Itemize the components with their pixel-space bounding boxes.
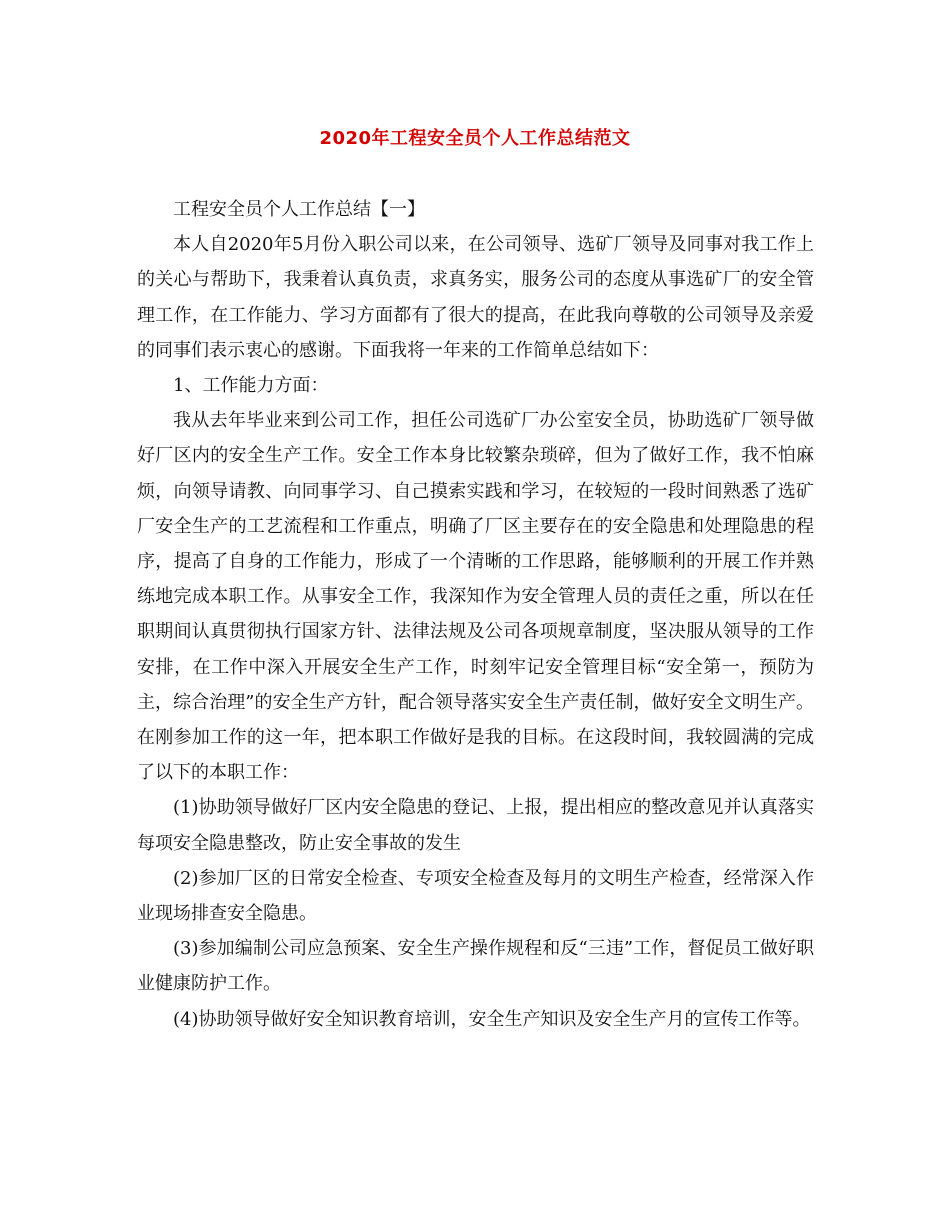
list-item: (4)协助领导做好安全知识教育培训，安全生产知识及安全生产月的宣传工作等。 xyxy=(173,1008,811,1030)
document-body xyxy=(137,192,814,1037)
subsection-heading: 1、工作能力方面： xyxy=(173,375,329,397)
list-item: (3)参加编制公司应急预案、安全生产操作规程和反“三违”工作，督促员工做好职业健康防护工作。 xyxy=(137,938,814,995)
intro-paragraph: 本人自2020年5月份入职公司以来，在公司领导、选矿厂领导及同事对我工作上的关心与帮助下，我秉着认真负责，求真务实，服务公司的态度从事选矿厂的安全管理工作，在工作能力、学习方面都有了很大的提高，在此我向尊敬的公司领导及亲爱的同事们表示衷心的感谢。下面我将一年来的工作简单总结如下： xyxy=(137,234,814,361)
document-title: 2020年工程安全员个人工作总结范文 xyxy=(319,128,631,149)
list-item: (1)协助领导做好厂区内安全隐患的登记、上报，提出相应的整改意见并认真落实每项安全隐患整改，防止安全事故的发生 xyxy=(137,797,814,854)
work-ability-paragraph: 我从去年毕业来到公司工作，担任公司选矿厂办公室安全员，协助选矿厂领导做好厂区内的安全生产工作。安全工作本身比较繁杂琐碎，但为了做好工作，我不怕麻烦，向领导请教、向同事学习、自己摸索实践和学习，在较短的一段时间熟悉了选矿厂安全生产的工艺流程和工作重点，明确了厂区主要存在的安全隐患和处理隐患的程序，提高了自身的工作能力，形成了一个清晰的工作思路，能够顺利的开展工作并熟练地完成本职工作。从事安全工作，我深知作为安全管理人员的责任之重，所以在任职期间认真贯彻执行国家方针、法律法规及公司各项规章制度，坚决服从领导的工作安排，在工作中深入开展安全生产工作，时刻牢记安全管理目标“安全第一，预防为主，综合治理”的安全生产方针，配合领导落实安全生产责任制，做好安全文明生产。在刚参加工作的这一年，把本职工作做好是我的目标。在这段时间，我较圆满的完成了以下的本职工作： xyxy=(137,410,814,784)
list-item: (2)参加厂区的日常安全检查、专项安全检查及每月的文明生产检查，经常深入作业现场排查安全隐患。 xyxy=(137,867,814,925)
section-heading: 工程安全员个人工作总结【一】 xyxy=(173,199,425,220)
